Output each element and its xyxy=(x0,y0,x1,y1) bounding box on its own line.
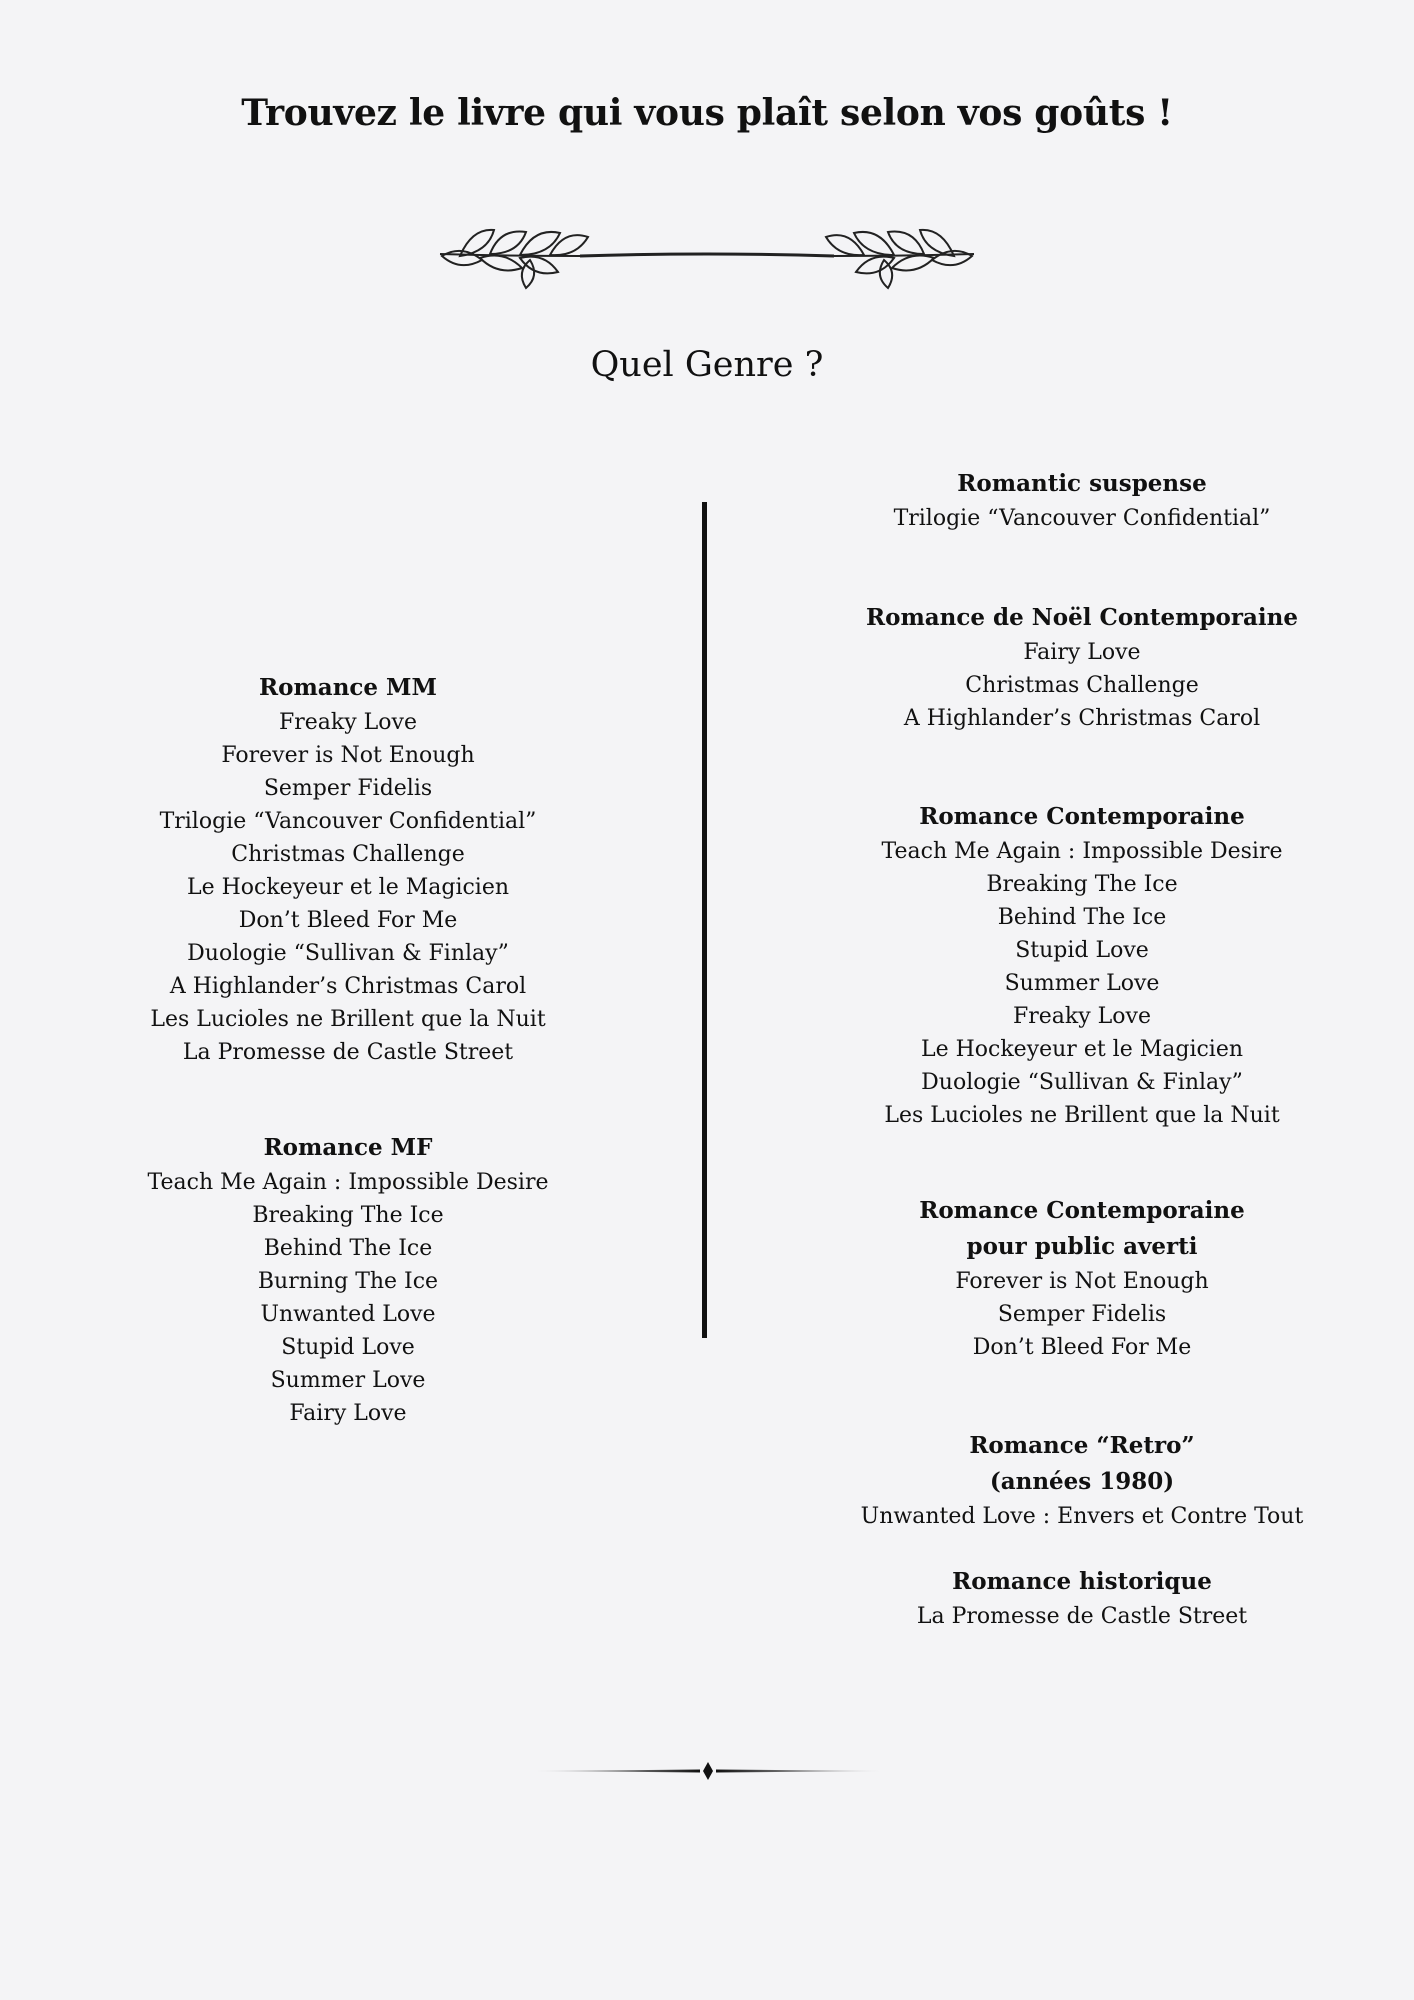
genre-title: Romantic suspense xyxy=(957,470,1207,497)
book-title: Duologie “Sullivan & Finlay” xyxy=(187,941,509,966)
book-title: Unwanted Love : Envers et Contre Tout xyxy=(860,1504,1304,1529)
genre-section-historique xyxy=(832,1564,1332,1633)
book-title: Summer Love xyxy=(270,1368,426,1393)
genre-section-romance-mm xyxy=(98,670,598,1069)
book-title: Christmas Challenge xyxy=(965,673,1199,698)
genre-title: Romance MM xyxy=(259,674,437,701)
book-title: Le Hockeyeur et le Magicien xyxy=(920,1037,1244,1062)
book-title: Don’t Bleed For Me xyxy=(238,908,458,933)
book-title: Breaking The Ice xyxy=(986,872,1178,897)
book-title: Christmas Challenge xyxy=(231,842,465,867)
book-title: Semper Fidelis xyxy=(263,776,433,801)
section-subtitle: Quel Genre ? xyxy=(590,345,824,385)
genre-section-public-averti xyxy=(832,1193,1332,1364)
book-title: Fairy Love xyxy=(289,1401,407,1426)
genre-title: Romance de Noël Contemporaine xyxy=(865,604,1299,631)
book-title: Behind The Ice xyxy=(997,905,1167,930)
genre-section-retro xyxy=(832,1428,1332,1533)
book-title: Semper Fidelis xyxy=(997,1302,1167,1327)
genre-title: Romance Contemporaine xyxy=(919,1197,1245,1224)
genre-section-romance-mf xyxy=(98,1130,598,1430)
book-title: Unwanted Love xyxy=(260,1302,436,1327)
book-title: La Promesse de Castle Street xyxy=(916,1604,1248,1629)
book-title: Freaky Love xyxy=(1013,1004,1151,1029)
laurel-branch-divider-icon xyxy=(420,208,994,298)
book-title: Breaking The Ice xyxy=(252,1203,444,1228)
book-title: Forever is Not Enough xyxy=(221,743,475,768)
genre-title: Romance Contemporaine xyxy=(919,803,1245,830)
book-title: A Highlander’s Christmas Carol xyxy=(903,706,1261,731)
book-title: Behind The Ice xyxy=(263,1236,433,1261)
book-title: La Promesse de Castle Street xyxy=(182,1040,514,1065)
book-title: Les Lucioles ne Brillent que la Nuit xyxy=(150,1007,546,1032)
diamond-divider-icon xyxy=(530,1758,886,1784)
book-title: Freaky Love xyxy=(279,710,417,735)
book-title: Teach Me Again : Impossible Desire xyxy=(147,1170,549,1195)
book-title: Summer Love xyxy=(1004,971,1160,996)
book-title: Forever is Not Enough xyxy=(955,1269,1209,1294)
genre-section-romantic-suspense xyxy=(832,466,1332,535)
genre-title: Romance historique xyxy=(952,1568,1212,1595)
book-title: Le Hockeyeur et le Magicien xyxy=(186,875,510,900)
book-title: Les Lucioles ne Brillent que la Nuit xyxy=(884,1103,1280,1128)
column-divider xyxy=(702,502,707,1338)
genre-title: Romance “Retro” xyxy=(969,1432,1195,1459)
book-title: Stupid Love xyxy=(1015,938,1149,963)
genre-section-romance-contemporaine xyxy=(832,799,1332,1132)
book-title: Trilogie “Vancouver Confidential” xyxy=(893,506,1271,531)
book-title: Teach Me Again : Impossible Desire xyxy=(881,839,1283,864)
genre-section-romance-noel xyxy=(832,600,1332,735)
book-title: Burning The Ice xyxy=(257,1269,439,1294)
book-title: Trilogie “Vancouver Confidential” xyxy=(159,809,537,834)
genre-title-line2: (années 1980) xyxy=(989,1468,1175,1495)
page-title: Trouvez le livre qui vous plaît selon vos goûts ! xyxy=(241,92,1173,134)
genre-title-line2: pour public averti xyxy=(966,1233,1198,1260)
book-title: A Highlander’s Christmas Carol xyxy=(169,974,527,999)
book-title: Duologie “Sullivan & Finlay” xyxy=(921,1070,1243,1095)
book-title: Fairy Love xyxy=(1023,640,1141,665)
book-title: Don’t Bleed For Me xyxy=(972,1335,1192,1360)
book-title: Stupid Love xyxy=(281,1335,415,1360)
genre-title: Romance MF xyxy=(263,1134,433,1161)
